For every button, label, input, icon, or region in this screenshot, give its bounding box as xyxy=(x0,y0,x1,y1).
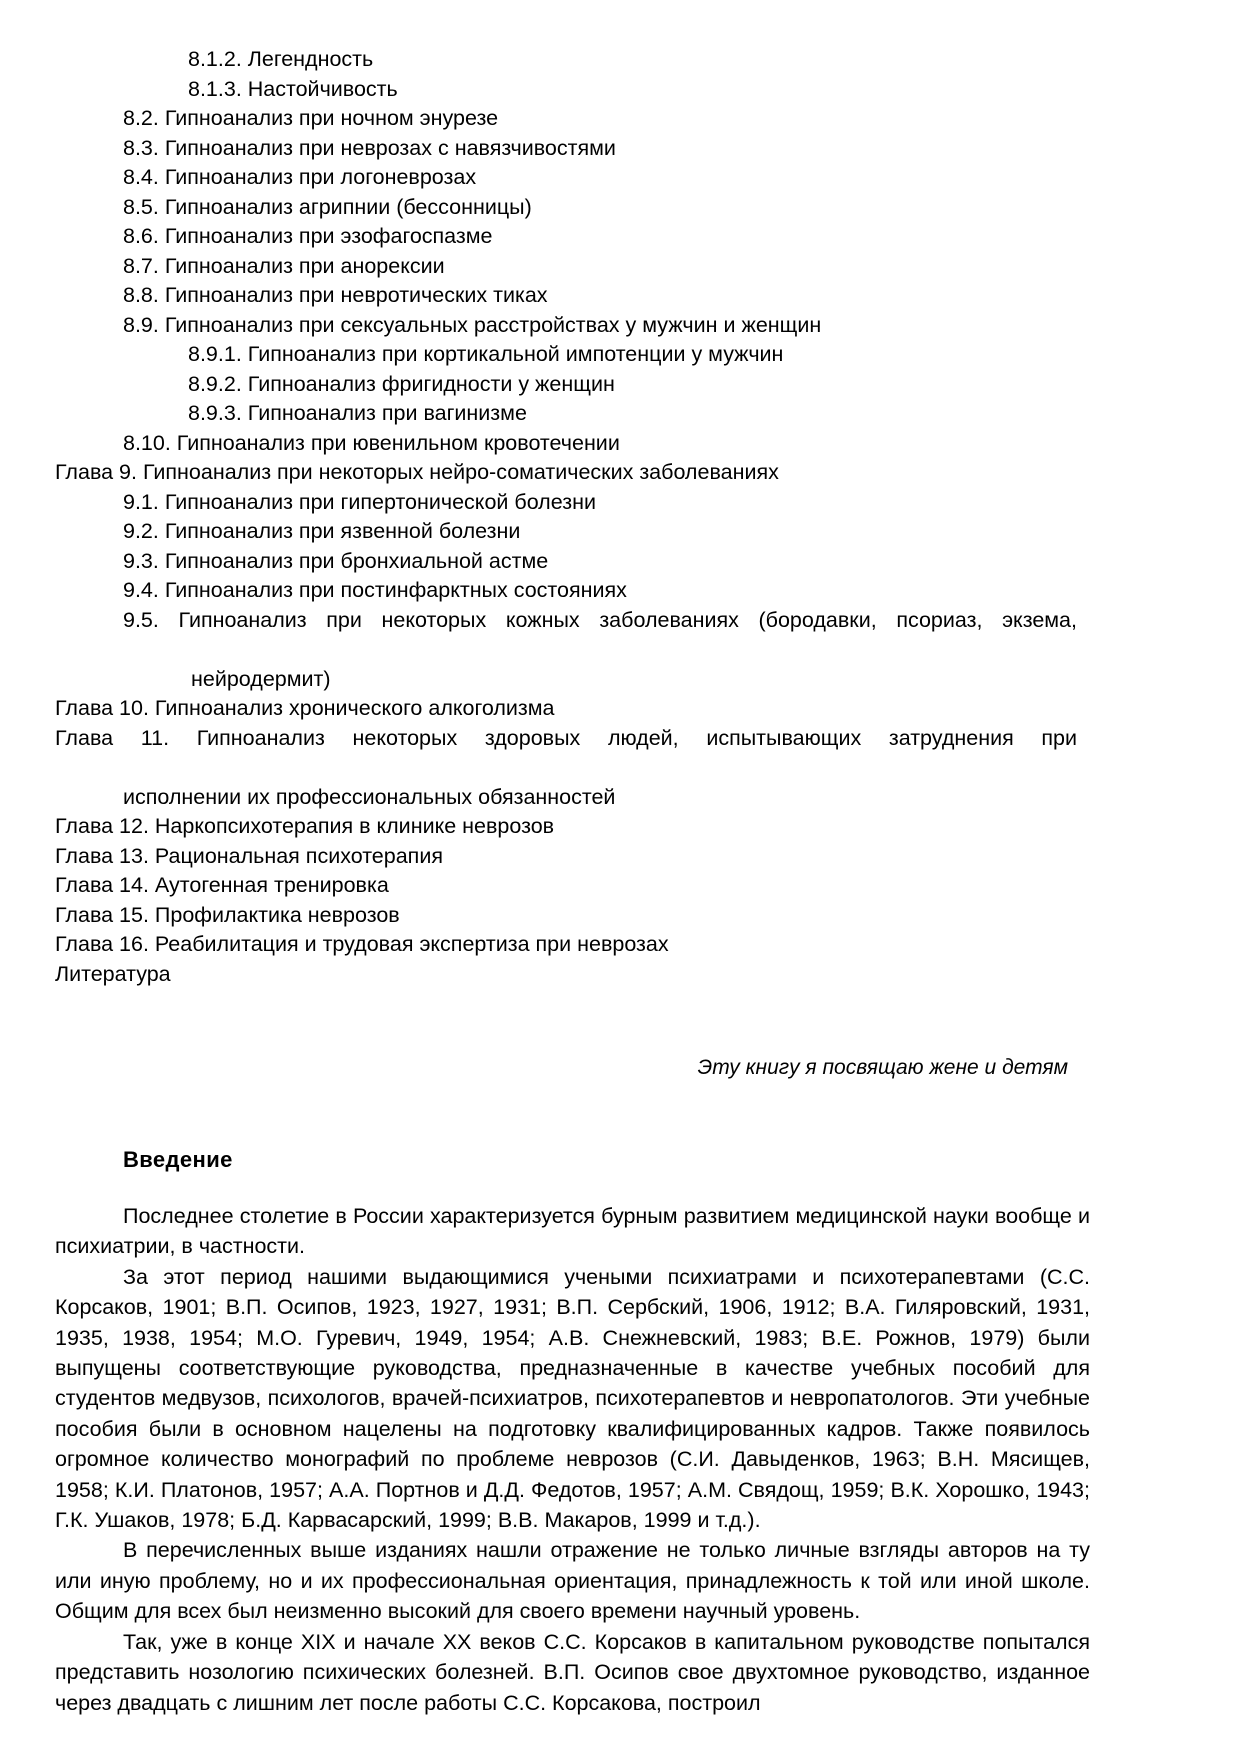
table-of-contents xyxy=(55,45,1090,989)
toc-entry[interactable]: 9.1. Гипноанализ при гипертонической болезни xyxy=(123,489,596,514)
toc-entry-continuation: исполнении их профессиональных обязанностей xyxy=(123,784,616,809)
toc-entry[interactable]: 8.6. Гипноанализ при эзофагоспазме xyxy=(123,224,493,248)
paragraph: Так, уже в конце XIX и начале XX веков С.С. Корсаков в капитальном руководстве попытался представить нозологию психических болезней. В.П. Осипов свое двухтомное руководство, изданное через двадцать с лишним лет после работы С.С. Корсакова, построил xyxy=(55,1629,1090,1715)
paragraph: В перечисленных выше изданиях нашли отражение не только личные взгляды авторов на ту или иную проблему, но и их профессиональная ориентация, принадлежность к той или иной школе. Общим для всех был неизменно высокий для своего времени научный уровень. xyxy=(55,1538,1090,1624)
toc-entry[interactable]: 8.4. Гипноанализ при логоневрозах xyxy=(123,165,477,189)
toc-entry[interactable]: 9.2. Гипноанализ при язвенной болезни xyxy=(123,519,521,543)
toc-entry[interactable] xyxy=(55,724,1077,813)
toc-entry[interactable]: 8.9. Гипноанализ при сексуальных расстройствах у мужчин и женщин xyxy=(123,312,822,337)
toc-entry[interactable]: 8.2. Гипноанализ при ночном энурезе xyxy=(123,106,499,130)
toc-entry[interactable]: Глава 10. Гипноанализ хронического алкоголизма xyxy=(55,696,555,720)
toc-entry[interactable]: Глава 9. Гипноанализ при некоторых нейро-соматических заболеваниях xyxy=(55,460,779,484)
paragraph: Последнее столетие в России характеризуется бурным развитием медицинской науки вообще и психиатрии, в частности. xyxy=(55,1204,1090,1259)
toc-entry[interactable]: 9.3. Гипноанализ при бронхиальной астме xyxy=(123,548,549,573)
toc-entry[interactable]: 8.1.2. Легендность xyxy=(188,47,374,71)
toc-entry[interactable]: 9.4. Гипноанализ при постинфарктных состояниях xyxy=(123,578,627,602)
toc-entry[interactable]: Глава 16. Реабилитация и трудовая экспертиза при неврозах xyxy=(55,932,669,956)
dedication-line: Эту книгу я посвящаю жене и детям xyxy=(697,1056,1068,1079)
toc-entry[interactable]: 8.10. Гипноанализ при ювенильном кровотечении xyxy=(123,430,620,455)
paragraph: За этот период нашими выдающимися учеными психиатрами и психотерапевтами (С.С. Корсаков, 1901; В.П. Осипов, 1923, 1927, 1931; В.П. Сербский, 1906, 1912; В.А. Гиляровский, 1931, 1935, 1938, 1954; М.О. Гуревич, 1949, 1954; А.В. Снежневский, 1983; В.Е. Рожнов, 1979) были выпущены соответствующие руководства, предназначенные в качестве учебных пособий для студентов медвузов, психологов, врачей-психиатров, психотерапевтов и невропатологов. Эти учебные пособия были в основном нацелены на подготовку квалифицированных кадров. Также появилось огромное количество монографий по проблеме неврозов (С.И. Давыденков, 1963; В.Н. Мясищев, 1958; К.И. Платонов, 1957; А.А. Портнов и Д.Д. Федотов, 1957; А.М. Свядощ, 1959; В.К. Хорошко, 1943; Г.К. Ушаков, 1978; Б.Д. Карвасарский, 1999; В.В. Макаров, 1999 и т.д.). xyxy=(55,1264,1090,1533)
toc-entry[interactable]: Глава 15. Профилактика неврозов xyxy=(55,902,400,927)
toc-entry-text: Глава 11. Гипноанализ некоторых здоровых людей, испытывающих затруднения при xyxy=(55,725,1077,750)
toc-entry[interactable]: 8.9.1. Гипноанализ при кортикальной импотенции у мужчин xyxy=(188,342,784,366)
toc-entry[interactable]: 8.7. Гипноанализ при анорексии xyxy=(123,253,445,278)
toc-entry[interactable]: 8.1.3. Настойчивость xyxy=(188,76,398,101)
toc-entry[interactable] xyxy=(55,606,1077,695)
introduction-heading: Введение xyxy=(123,1147,233,1172)
toc-entry[interactable]: 8.9.3. Гипноанализ при вагинизме xyxy=(188,401,527,425)
toc-entry[interactable]: 8.5. Гипноанализ агрипнии (бессонницы) xyxy=(123,194,532,219)
toc-entry[interactable]: 8.3. Гипноанализ при неврозах с навязчивостями xyxy=(123,135,616,160)
toc-entry-text: 9.5. Гипноанализ при некоторых кожных заболеваниях (бородавки, псориаз, экзема, xyxy=(123,607,1077,632)
toc-entry-continuation: нейродермит) xyxy=(191,666,331,691)
toc-entry[interactable]: 8.9.2. Гипноанализ фригидности у женщин xyxy=(188,371,615,396)
toc-entry[interactable]: Глава 13. Рациональная психотерапия xyxy=(55,843,443,868)
introduction-body xyxy=(55,1201,1090,1718)
toc-entry[interactable]: 8.8. Гипноанализ при невротических тиках xyxy=(123,283,548,307)
toc-entry[interactable]: Литература xyxy=(55,961,171,986)
toc-entry[interactable]: Глава 12. Наркопсихотерапия в клинике неврозов xyxy=(55,814,555,838)
toc-entry[interactable]: Глава 14. Аутогенная тренировка xyxy=(55,873,389,897)
